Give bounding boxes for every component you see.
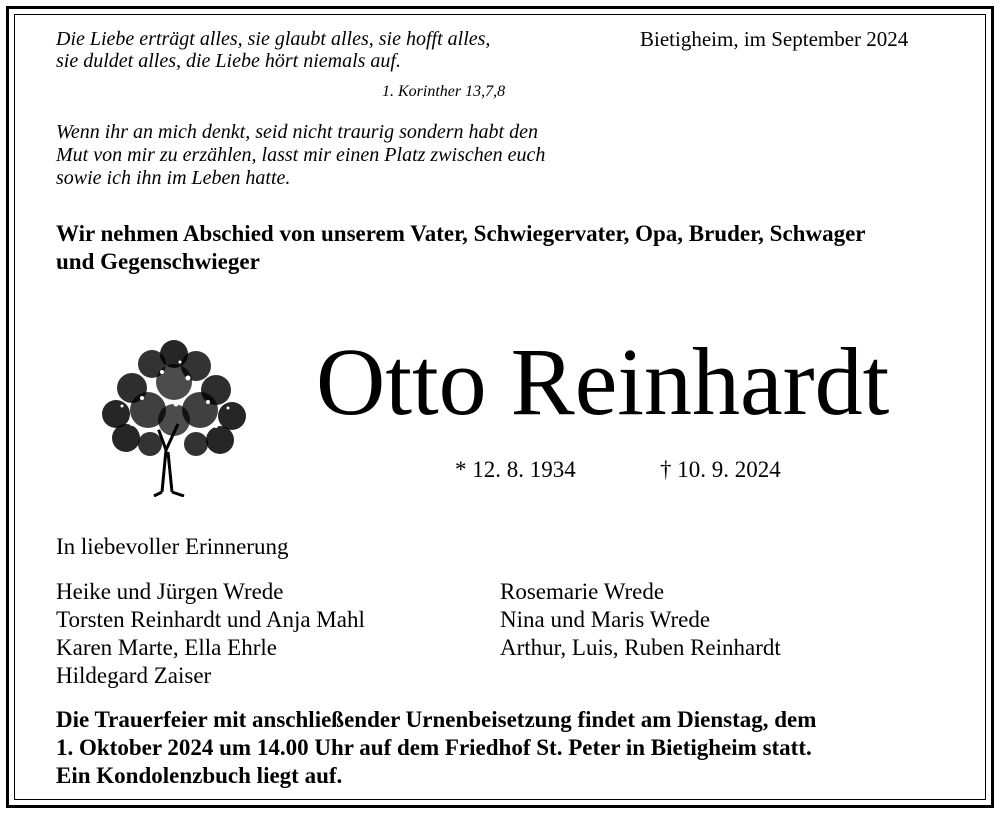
- memorial-quote-line: Mut von mir zu erzählen, lasst mir einen Platz zwischen euch: [56, 144, 546, 166]
- bible-quote: [56, 28, 490, 72]
- memorial-quote-line: sowie ich ihn im Leben hatte.: [56, 167, 291, 189]
- mourners-left: [56, 578, 365, 690]
- tree-icon: [92, 332, 257, 497]
- deceased-name: Otto Reinhardt: [316, 328, 890, 435]
- place-date: Bietigheim, im September 2024: [640, 27, 909, 51]
- farewell-intro-line: und Gegenschwieger: [56, 249, 260, 274]
- mourner-name: Heike und Jürgen Wrede: [56, 579, 284, 604]
- mourner-name: Arthur, Luis, Ruben Reinhardt: [500, 635, 781, 660]
- birth-date: * 12. 8. 1934: [455, 457, 576, 482]
- mourner-name: Rosemarie Wrede: [500, 579, 665, 604]
- memory-line: In liebevoller Erinnerung: [56, 534, 289, 559]
- farewell-intro-line: Wir nehmen Abschied von unserem Vater, Schwiegervater, Opa, Bruder, Schwager: [56, 221, 866, 246]
- mourner-name: Karen Marte, Ella Ehrle: [56, 635, 277, 660]
- memorial-quote-line: Wenn ihr an mich denkt, seid nicht traurig sondern habt den: [56, 121, 538, 143]
- mourners-right: [500, 578, 781, 662]
- bible-quote-line: sie duldet alles, die Liebe hört niemals auf.: [56, 50, 401, 72]
- mourner-name: Hildegard Zaiser: [56, 663, 212, 688]
- funeral-notice: [56, 706, 816, 790]
- farewell-intro: [56, 220, 866, 276]
- memorial-quote: [56, 121, 545, 190]
- funeral-notice-line: Die Trauerfeier mit anschließender Urnenbeisetzung findet am Dienstag, dem: [56, 707, 817, 732]
- mourner-name: Torsten Reinhardt und Anja Mahl: [56, 607, 365, 632]
- death-date: † 10. 9. 2024: [660, 457, 781, 482]
- funeral-notice-line: Ein Kondolenzbuch liegt auf.: [56, 763, 343, 788]
- mourner-name: Nina und Maris Wrede: [500, 607, 711, 632]
- bible-quote-line: Die Liebe erträgt alles, sie glaubt alles, sie hofft alles,: [56, 28, 491, 50]
- funeral-notice-line: 1. Oktober 2024 um 14.00 Uhr auf dem Friedhof St. Peter in Bietigheim statt.: [56, 735, 812, 760]
- quote-source: 1. Korinther 13,7,8: [382, 83, 506, 100]
